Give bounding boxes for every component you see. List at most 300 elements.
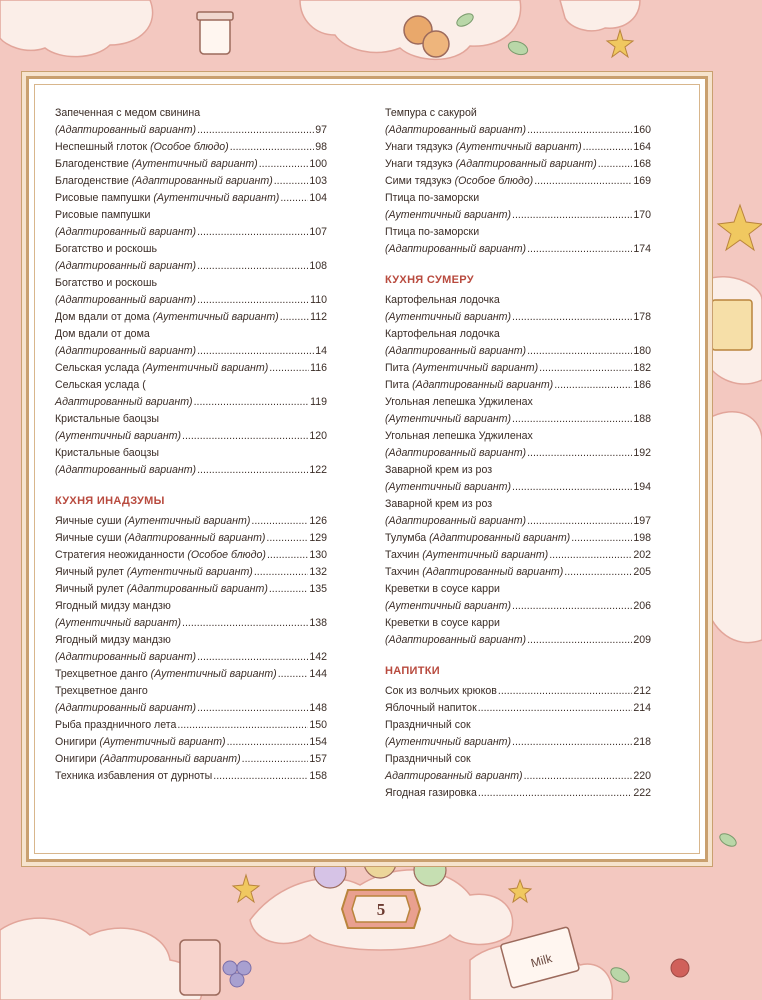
toc-entry-page: 188 bbox=[633, 413, 651, 425]
toc-entry bbox=[55, 649, 327, 666]
toc-entry-title: Онигири (Аутентичный вариант) bbox=[55, 736, 226, 748]
toc-entry bbox=[385, 785, 651, 802]
toc-entry-variant: (Адаптированный вариант) bbox=[385, 345, 527, 357]
jar-icon bbox=[197, 12, 233, 54]
toc-entry-title bbox=[385, 411, 511, 428]
page-number-badge bbox=[340, 880, 422, 938]
toc-entry-page: 112 bbox=[310, 311, 327, 323]
dot-leader bbox=[478, 700, 633, 717]
toc-entry-title: Сельская услада ( bbox=[55, 379, 146, 391]
toc-entry-page: 154 bbox=[309, 736, 327, 748]
toc-entry-variant: (Адаптированный вариант) bbox=[385, 243, 527, 255]
toc-entry bbox=[55, 105, 327, 122]
toc-entry-title: Праздничный сок bbox=[385, 719, 471, 731]
dot-leader bbox=[527, 513, 632, 530]
toc-entry bbox=[385, 734, 651, 751]
toc-entry-title bbox=[55, 615, 181, 632]
section-heading-drinks: НАПИТКИ bbox=[385, 665, 440, 677]
toc-entry-page: 205 bbox=[633, 566, 651, 578]
toc-entry bbox=[385, 360, 651, 377]
toc-entry-title: Пита (Адаптированный вариант) bbox=[385, 379, 554, 391]
toc-entry-variant: (Адаптированный вариант) bbox=[385, 124, 527, 136]
toc-entry bbox=[385, 343, 651, 360]
toc-entry bbox=[385, 717, 651, 734]
toc-entry-page: 129 bbox=[309, 532, 327, 544]
toc-entry bbox=[385, 768, 651, 785]
toc-entry bbox=[55, 173, 327, 190]
toc-entry-title bbox=[55, 428, 181, 445]
toc-entry bbox=[385, 326, 651, 343]
dot-leader bbox=[267, 547, 308, 564]
toc-entry-variant: (Аутентичный вариант) bbox=[455, 141, 582, 153]
toc-entry-variant: (Особое блюдо) bbox=[150, 141, 229, 153]
dot-leader bbox=[197, 224, 308, 241]
toc-entry bbox=[385, 513, 651, 530]
toc-entry bbox=[385, 547, 651, 564]
toc-entry bbox=[385, 462, 651, 479]
dot-leader bbox=[197, 292, 309, 309]
toc-entry-variant: (Адаптированный вариант) bbox=[385, 515, 527, 527]
toc-entry-title: Яичные суши (Адаптированный вариант) bbox=[55, 532, 266, 544]
toc-entry-title bbox=[55, 224, 196, 241]
toc-entry-title: Унаги тядзукэ (Адаптированный вариант) bbox=[385, 158, 597, 170]
dot-leader bbox=[598, 156, 633, 173]
toc-entry-title: Ягодный мидзу мандзю bbox=[55, 600, 171, 612]
toc-entry bbox=[385, 632, 651, 649]
toc-entry bbox=[385, 530, 651, 547]
toc-entry bbox=[55, 394, 327, 411]
toc-entry-title bbox=[385, 122, 526, 139]
toc-entry bbox=[55, 445, 327, 462]
toc-entry-page: 194 bbox=[633, 481, 651, 493]
toc-entry-variant: (Адаптированный вариант) bbox=[55, 345, 197, 357]
jam-jar-icon bbox=[180, 940, 220, 995]
toc-entry-variant: Адаптированный вариант) bbox=[385, 770, 523, 782]
toc-entry bbox=[55, 241, 327, 258]
dot-leader bbox=[182, 428, 308, 445]
toc-entry bbox=[385, 309, 651, 326]
toc-entry-title: Заварной крем из роз bbox=[385, 464, 493, 476]
toc-entry-title: Яичный рулет (Адаптированный вариант) bbox=[55, 583, 268, 595]
section-drinks-entries bbox=[385, 683, 651, 802]
dot-leader bbox=[549, 547, 632, 564]
toc-entry bbox=[385, 615, 651, 632]
dot-leader bbox=[524, 768, 633, 785]
toc-entry-variant: (Адаптированный вариант) bbox=[126, 583, 268, 595]
dot-leader bbox=[512, 479, 632, 496]
dot-leader bbox=[197, 258, 308, 275]
toc-entry-variant: (Адаптированный вариант) bbox=[55, 464, 197, 476]
toc-entry-title: Угольная лепешка Уджиленах bbox=[385, 430, 533, 442]
toc-entry-page: 122 bbox=[309, 464, 327, 476]
toc-entry-variant: (Аутентичный вариант) bbox=[150, 668, 277, 680]
toc-entry bbox=[385, 496, 651, 513]
toc-entry bbox=[385, 428, 651, 445]
toc-entry-variant: (Адаптированный вариант) bbox=[55, 260, 197, 272]
toc-entry-page: 110 bbox=[310, 294, 327, 306]
dot-leader bbox=[527, 122, 632, 139]
toc-entry-page: 14 bbox=[315, 345, 327, 357]
toc-entry-page: 206 bbox=[633, 600, 651, 612]
toc-entry-variant: (Аутентичный вариант) bbox=[385, 600, 512, 612]
toc-entry-title bbox=[55, 649, 196, 666]
toc-entry-page: 142 bbox=[309, 651, 327, 663]
toc-entry bbox=[55, 156, 327, 173]
toc-entry-title: Запеченная с медом свинина bbox=[55, 107, 201, 119]
toc-entry bbox=[385, 751, 651, 768]
section-sumeru-entries bbox=[385, 292, 651, 649]
toc-entry-page: 97 bbox=[315, 124, 327, 136]
page-number: 5 bbox=[376, 900, 386, 919]
toc-entry bbox=[55, 530, 327, 547]
dot-leader bbox=[498, 683, 632, 700]
toc-entry-page: 138 bbox=[309, 617, 327, 629]
toc-entry-title: Праздничный сок bbox=[385, 753, 471, 765]
toc-entry bbox=[55, 666, 327, 683]
toc-entry-variant: (Адаптированный вариант) bbox=[412, 379, 554, 391]
section-inazuma-entries bbox=[55, 513, 327, 785]
toc-entry-variant: (Адаптированный вариант) bbox=[131, 175, 273, 187]
dot-leader bbox=[583, 139, 633, 156]
toc-entry-title: Картофельная лодочка bbox=[385, 294, 500, 306]
toc-entry bbox=[385, 581, 651, 598]
toc-entry-variant: (Аутентичный вариант) bbox=[152, 311, 279, 323]
toc-entry bbox=[55, 411, 327, 428]
toc-entry-page: 214 bbox=[633, 702, 651, 714]
dot-leader bbox=[197, 649, 308, 666]
dot-leader bbox=[527, 343, 632, 360]
toc-entry-variant: (Адаптированный вариант) bbox=[124, 532, 266, 544]
toc-entry-variant: (Адаптированный вариант) bbox=[385, 447, 527, 459]
dot-leader bbox=[197, 343, 314, 360]
toc-entry-page: 182 bbox=[633, 362, 651, 374]
toc-entry bbox=[55, 224, 327, 241]
toc-entry-title bbox=[55, 462, 196, 479]
toc-entry-title: Темпура с сакурой bbox=[385, 107, 477, 119]
toc-entry-variant: (Особое блюдо) bbox=[454, 175, 534, 187]
toc-entry-title bbox=[385, 343, 526, 360]
toc-entry-title: Тулумба (Адаптированный вариант) bbox=[385, 532, 571, 544]
toc-entry-page: 158 bbox=[309, 770, 327, 782]
toc-entry bbox=[55, 581, 327, 598]
dot-leader bbox=[534, 173, 632, 190]
dot-leader bbox=[527, 445, 632, 462]
toc-entry-title bbox=[55, 292, 196, 309]
dot-leader bbox=[230, 139, 315, 156]
toc-entry-variant: (Адаптированный вариант) bbox=[55, 702, 197, 714]
dot-leader bbox=[242, 751, 309, 768]
dot-leader bbox=[539, 360, 632, 377]
toc-entry bbox=[385, 394, 651, 411]
toc-entry bbox=[55, 751, 327, 768]
toc-entry bbox=[55, 309, 327, 326]
dot-leader bbox=[527, 241, 632, 258]
toc-entry-page: 174 bbox=[633, 243, 651, 255]
toc-entry bbox=[55, 258, 327, 275]
toc-entry-page: 120 bbox=[309, 430, 327, 442]
toc-entry-variant: (Адаптированный вариант) bbox=[455, 158, 597, 170]
dot-leader bbox=[512, 598, 632, 615]
toc-entry-title: Креветки в соусе карри bbox=[385, 583, 500, 595]
toc-entry bbox=[55, 547, 327, 564]
toc-entry bbox=[385, 105, 651, 122]
toc-entry-title bbox=[55, 700, 196, 717]
toc-entry bbox=[385, 207, 651, 224]
toc-entry-variant: (Аутентичный вариант) bbox=[385, 209, 512, 221]
toc-entry bbox=[55, 734, 327, 751]
toc-entry-variant: (Аутентичный вариант) bbox=[385, 736, 512, 748]
toc-entry-title: Рисовые пампушки (Аутентичный вариант) bbox=[55, 192, 280, 204]
table-of-contents-panel bbox=[26, 76, 708, 862]
toc-entry-title bbox=[385, 479, 511, 496]
toc-entry bbox=[385, 292, 651, 309]
toc-entry-title bbox=[385, 598, 511, 615]
toc-entry-title: Стратегия неожиданности (Особое блюдо) bbox=[55, 549, 266, 561]
toc-entry-title: Сельская услада (Аутентичный вариант) bbox=[55, 362, 269, 374]
toc-entry bbox=[55, 700, 327, 717]
toc-entry-variant: (Аутентичный вариант) bbox=[412, 362, 539, 374]
toc-entry-variant: (Аутентичный вариант) bbox=[55, 430, 182, 442]
dot-leader bbox=[177, 717, 308, 734]
toc-entry-variant: (Адаптированный вариант) bbox=[55, 124, 197, 136]
toc-entry bbox=[385, 190, 651, 207]
toc-entry-page: 218 bbox=[633, 736, 651, 748]
dot-leader bbox=[512, 309, 632, 326]
toc-entry-variant: (Адаптированный вариант) bbox=[55, 651, 197, 663]
dot-leader bbox=[527, 632, 632, 649]
toc-entry-title bbox=[55, 258, 196, 275]
toc-entry-title: Птица по-заморски bbox=[385, 192, 480, 204]
toc-entry-page: 98 bbox=[315, 141, 327, 153]
toc-entry-page: 170 bbox=[633, 209, 651, 221]
dot-leader bbox=[251, 513, 308, 530]
toc-entry-title: Трехцветное данго (Аутентичный вариант) bbox=[55, 668, 277, 680]
dot-leader bbox=[254, 564, 309, 581]
toc-entry-page: 103 bbox=[309, 175, 327, 187]
right-column bbox=[385, 105, 651, 802]
dot-leader bbox=[197, 462, 308, 479]
dot-leader bbox=[512, 207, 632, 224]
toc-entry bbox=[55, 190, 327, 207]
dot-leader bbox=[227, 734, 309, 751]
toc-entry bbox=[385, 241, 651, 258]
toc-entry-page: 198 bbox=[633, 532, 651, 544]
toc-entry-title bbox=[385, 734, 511, 751]
toc-entry-variant: (Аутентичный вариант) bbox=[142, 362, 269, 374]
toc-entry bbox=[385, 156, 651, 173]
toc-entry bbox=[385, 122, 651, 139]
toc-entry-page: 157 bbox=[309, 753, 327, 765]
toc-entry-title: Угольная лепешка Уджиленах bbox=[385, 396, 533, 408]
toc-entry bbox=[385, 564, 651, 581]
toc-entry-page: 222 bbox=[633, 787, 651, 799]
toc-entry-title: Благоденствие (Аутентичный вариант) bbox=[55, 158, 258, 170]
milk-label: Milk bbox=[529, 951, 554, 971]
toc-entry-title: Ягодная газировка bbox=[385, 787, 477, 799]
toc-entry-title: Сими тядзукэ (Особое блюдо) bbox=[385, 175, 534, 187]
toc-entry-variant: (Адаптированный вариант) bbox=[55, 226, 197, 238]
toc-entry-page: 135 bbox=[309, 583, 327, 595]
toc-entry-title bbox=[385, 207, 511, 224]
dot-leader bbox=[274, 173, 309, 190]
toc-entry-title: Благоденствие (Адаптированный вариант) bbox=[55, 175, 273, 187]
dot-leader bbox=[269, 360, 309, 377]
book-icon bbox=[712, 300, 752, 350]
left-column bbox=[55, 105, 327, 785]
toc-entry-variant: (Аутентичный вариант) bbox=[131, 158, 258, 170]
dot-leader bbox=[194, 394, 310, 411]
dot-leader bbox=[478, 785, 632, 802]
toc-entry bbox=[55, 462, 327, 479]
dot-leader bbox=[280, 190, 308, 207]
toc-entry-title: Яблочный напиток bbox=[385, 702, 477, 714]
toc-entry bbox=[55, 275, 327, 292]
toc-entry-page: 186 bbox=[633, 379, 651, 391]
toc-entry-variant: (Аутентичный вариант) bbox=[153, 192, 280, 204]
toc-entry-title bbox=[385, 309, 511, 326]
toc-entry bbox=[385, 700, 651, 717]
toc-entry-page: 178 bbox=[633, 311, 651, 323]
toc-entry-page: 108 bbox=[309, 260, 327, 272]
toc-entry bbox=[55, 632, 327, 649]
toc-entry-page: 132 bbox=[309, 566, 327, 578]
dot-leader bbox=[571, 530, 632, 547]
toc-entry bbox=[55, 428, 327, 445]
dot-leader bbox=[266, 530, 308, 547]
toc-entry bbox=[55, 377, 327, 394]
toc-entry-title: Картофельная лодочка bbox=[385, 328, 500, 340]
toc-entry-page: 119 bbox=[310, 396, 327, 408]
dot-leader bbox=[512, 411, 632, 428]
toc-entry-title bbox=[385, 768, 523, 785]
toc-entry-title: Богатство и роскошь bbox=[55, 277, 157, 289]
toc-entry-title: Техника избавления от дурноты bbox=[55, 770, 213, 782]
toc-entry-title: Тахчин (Аутентичный вариант) bbox=[385, 549, 549, 561]
toc-entry-page: 220 bbox=[633, 770, 651, 782]
toc-entry-title: Дом вдали от дома (Аутентичный вариант) bbox=[55, 311, 279, 323]
toc-entry-page: 130 bbox=[309, 549, 327, 561]
toc-entry-title: Неспешный глоток (Особое блюдо) bbox=[55, 141, 229, 153]
toc-entry-variant: (Аутентичный вариант) bbox=[422, 549, 549, 561]
toc-entry bbox=[55, 326, 327, 343]
toc-entry bbox=[385, 479, 651, 496]
toc-entry bbox=[55, 292, 327, 309]
toc-entry-title: Сок из волчьих крюков bbox=[385, 685, 497, 697]
toc-entry-title: Трехцветное данго bbox=[55, 685, 148, 697]
toc-entry-page: 168 bbox=[633, 158, 651, 170]
toc-entry-page: 126 bbox=[309, 515, 327, 527]
dot-leader bbox=[554, 377, 632, 394]
toc-entry bbox=[55, 615, 327, 632]
toc-entry-title: Креветки в соусе карри bbox=[385, 617, 500, 629]
toc-entry-title: Унаги тядзукэ (Аутентичный вариант) bbox=[385, 141, 582, 153]
toc-entry-page: 144 bbox=[309, 668, 327, 680]
toc-entry bbox=[55, 598, 327, 615]
toc-entry-page: 148 bbox=[309, 702, 327, 714]
dot-leader bbox=[259, 156, 309, 173]
toc-entry-title: Рыба праздничного лета bbox=[55, 719, 177, 731]
toc-entry-page: 209 bbox=[633, 634, 651, 646]
toc-entry bbox=[55, 360, 327, 377]
toc-entry bbox=[55, 343, 327, 360]
toc-entry-page: 169 bbox=[633, 175, 651, 187]
toc-entry-variant: (Аутентичный вариант) bbox=[99, 736, 226, 748]
toc-entry-variant: (Адаптированный вариант) bbox=[55, 294, 197, 306]
toc-entry-variant: (Аутентичный вариант) bbox=[385, 413, 512, 425]
toc-entry-page: 150 bbox=[309, 719, 327, 731]
toc-entry bbox=[55, 768, 327, 785]
toc-entry-variant: (Адаптированный вариант) bbox=[99, 753, 241, 765]
toc-entry-title: Рисовые пампушки bbox=[55, 209, 151, 221]
section-liyue-entries bbox=[55, 105, 327, 479]
toc-entry bbox=[385, 139, 651, 156]
toc-entry-page: 180 bbox=[633, 345, 651, 357]
dot-leader bbox=[213, 768, 308, 785]
toc-entry-title: Птица по-заморски bbox=[385, 226, 480, 238]
toc-entry bbox=[385, 445, 651, 462]
toc-entry-variant: (Аутентичный вариант) bbox=[124, 515, 251, 527]
toc-entry-page: 116 bbox=[310, 362, 327, 374]
toc-entry-title bbox=[385, 241, 526, 258]
dot-leader bbox=[280, 309, 309, 326]
toc-entry-title: Кристальные баоцзы bbox=[55, 413, 159, 425]
toc-entry-title: Яичные суши (Аутентичный вариант) bbox=[55, 515, 251, 527]
toc-entry bbox=[55, 207, 327, 224]
toc-entry-page: 160 bbox=[633, 124, 651, 136]
toc-entry bbox=[385, 598, 651, 615]
toc-entry-title: Пита (Аутентичный вариант) bbox=[385, 362, 539, 374]
toc-entry-page: 212 bbox=[633, 685, 651, 697]
toc-entry-title: Заварной крем из роз bbox=[385, 498, 493, 510]
toc-entry-page: 104 bbox=[309, 192, 327, 204]
toc-entry bbox=[385, 224, 651, 241]
toc-entry-title: Онигири (Адаптированный вариант) bbox=[55, 753, 241, 765]
toc-entry-variant: (Аутентичный вариант) bbox=[385, 311, 512, 323]
toc-entry bbox=[55, 717, 327, 734]
section-inazuma-continued-entries bbox=[385, 105, 651, 258]
toc-entry-title: Ягодный мидзу мандзю bbox=[55, 634, 171, 646]
toc-entry-title: Богатство и роскошь bbox=[55, 243, 157, 255]
toc-entry bbox=[55, 683, 327, 700]
toc-entry-variant: Адаптированный вариант) bbox=[55, 396, 193, 408]
toc-entry-variant: (Адаптированный вариант) bbox=[422, 566, 564, 578]
toc-entry-page: 197 bbox=[633, 515, 651, 527]
toc-entry-variant: (Адаптированный вариант) bbox=[385, 634, 527, 646]
toc-entry bbox=[55, 122, 327, 139]
toc-entry-page: 202 bbox=[633, 549, 651, 561]
toc-entry bbox=[385, 683, 651, 700]
toc-entry-page: 100 bbox=[309, 158, 327, 170]
toc-entry-title: Кристальные баоцзы bbox=[55, 447, 159, 459]
toc-entry-title bbox=[55, 394, 193, 411]
toc-entry-variant: (Аутентичный вариант) bbox=[126, 566, 253, 578]
toc-entry bbox=[385, 173, 651, 190]
toc-entry-page: 192 bbox=[633, 447, 651, 459]
dot-leader bbox=[197, 700, 308, 717]
dot-leader bbox=[278, 666, 309, 683]
toc-entry-title: Тахчин (Адаптированный вариант) bbox=[385, 566, 564, 578]
toc-entry-page: 164 bbox=[633, 141, 651, 153]
section-heading-sumeru: КУХНЯ СУМЕРУ bbox=[385, 274, 474, 286]
section-heading-inazuma: КУХНЯ ИНАДЗУМЫ bbox=[55, 495, 165, 507]
toc-entry-title bbox=[385, 513, 526, 530]
toc-entry-title bbox=[55, 122, 196, 139]
toc-entry-title: Дом вдали от дома bbox=[55, 328, 150, 340]
toc-entry-variant: (Особое блюдо) bbox=[187, 549, 266, 561]
dot-leader bbox=[197, 122, 314, 139]
toc-entry-title: Яичный рулет (Аутентичный вариант) bbox=[55, 566, 253, 578]
toc-entry-variant: (Аутентичный вариант) bbox=[55, 617, 182, 629]
